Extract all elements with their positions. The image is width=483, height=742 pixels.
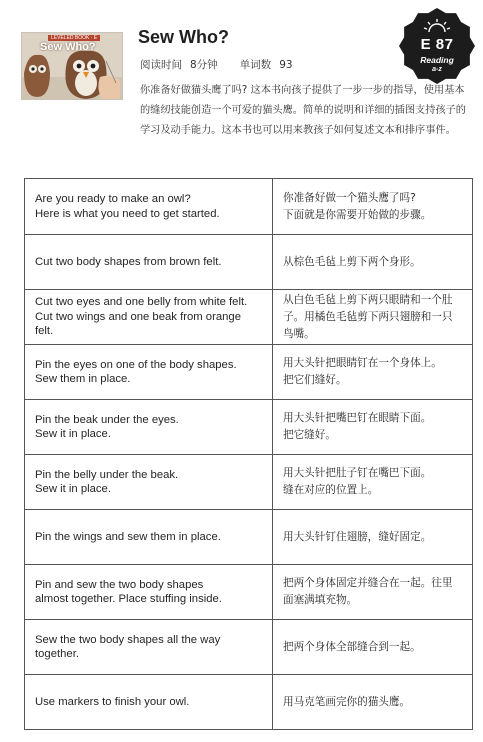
book-summary: 你准备好做猫头鹰了吗? 这本书向孩子提供了一步一步的指导，使用基本的缝纫技能创造一个可爱的猫头鹰。简单的说明和详细的插图支持孩子的学习及动手能力。这本书也可以用来教孩子如何复述文本和排序事件。: [140, 85, 466, 136]
table-row: [25, 675, 473, 730]
steps-table: [24, 178, 473, 730]
reading-time-value: 8分钟: [190, 59, 218, 71]
step-chinese: 用大头针钉住翅膀，缝好固定。: [273, 510, 473, 565]
cover-title: Sew Who?: [40, 41, 96, 53]
word-count-label: 单词数: [239, 59, 272, 71]
table-row: [25, 455, 473, 510]
book-cover-image: [21, 32, 123, 100]
step-chinese: 你准备好做一个猫头鹰了吗? 下面就是你需要开始做的步骤。: [273, 179, 473, 235]
step-chinese: 从白色毛毡上剪下两只眼睛和一个肚子。用橘色毛毡剪下两只翅膀和一只鸟嘴。: [273, 290, 473, 345]
book-meta: [140, 57, 293, 72]
step-english: Pin the belly under the beak. Sew it in place.: [25, 455, 273, 510]
step-english: Pin the eyes on one of the body shapes. Sew them in place.: [25, 345, 273, 400]
step-english: Cut two eyes and one belly from white felt. Cut two wings and one beak from orange felt.: [25, 290, 273, 345]
step-english: Pin and sew the two body shapes almost together. Place stuffing inside.: [25, 565, 273, 620]
level-brand-reading: Reading: [420, 55, 454, 65]
step-chinese: 把两个身体全部缝合到一起。: [273, 620, 473, 675]
step-chinese: 用大头针把嘴巴钉在眼睛下面。 把它缝好。: [273, 400, 473, 455]
table-row: [25, 620, 473, 675]
cover-brand-banner: LEVELED BOOK · E: [48, 35, 100, 41]
page-title: Sew Who?: [138, 27, 229, 47]
step-english: Pin the beak under the eyes. Sew it in place.: [25, 400, 273, 455]
step-chinese: 用大头针把肚子钉在嘴巴下面。 缝在对应的位置上。: [273, 455, 473, 510]
reading-time-label: 阅读时间: [140, 59, 182, 71]
table-row: [25, 345, 473, 400]
table-row: [25, 510, 473, 565]
level-code: E 87: [420, 36, 454, 53]
table-row: [25, 400, 473, 455]
table-row: [25, 290, 473, 345]
word-count-value: 93: [279, 59, 293, 71]
step-chinese: 用大头针把眼睛钉在一个身体上。 把它们缝好。: [273, 345, 473, 400]
table-row: [25, 235, 473, 290]
table-row: [25, 565, 473, 620]
level-brand-az: a-z: [432, 66, 442, 73]
reading-level-badge: [398, 7, 476, 85]
step-chinese: 把两个身体固定并缝合在一起。往里面塞满填充物。: [273, 565, 473, 620]
step-english: Cut two body shapes from brown felt.: [25, 235, 273, 290]
step-chinese: 用马克笔画完你的猫头鹰。: [273, 675, 473, 730]
step-english: Use markers to finish your owl.: [25, 675, 273, 730]
step-chinese: 从棕色毛毡上剪下两个身形。: [273, 235, 473, 290]
table-row: [25, 179, 473, 235]
step-english: Are you ready to make an owl? Here is what you need to get started.: [25, 179, 273, 235]
step-english: Sew the two body shapes all the way together.: [25, 620, 273, 675]
step-english: Pin the wings and sew them in place.: [25, 510, 273, 565]
